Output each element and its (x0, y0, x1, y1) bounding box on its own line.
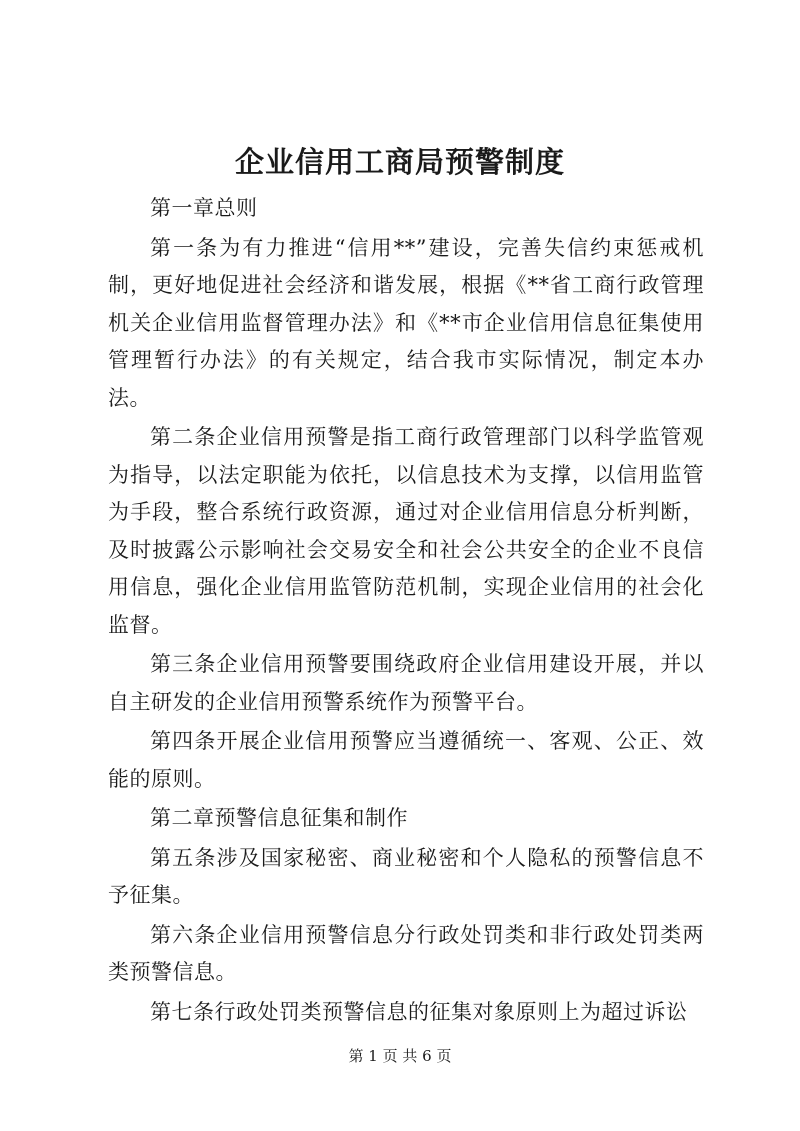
article-7: 第七条行政处罚类预警信息的征集对象原则上为超过诉讼 (150, 999, 688, 1024)
article-1: 第一条为有力推进“信用**”建设，完善失信约束惩戒机制，更好地促进社会经济和谐发展，根据《**省工商行政管理机关企业信用监督管理办法》和《**市企业信用信息征集使用管理暂行办法》的有关规定，结合我市实际情况，制定本办法。 (108, 235, 704, 410)
article-4: 第四条开展企业信用预警应当遵循统一、客观、公正、效能的原则。 (108, 729, 704, 791)
article-2: 第二条企业信用预警是指工商行政管理部门以科学监管观为指导，以法定职能为依托，以信息技术为支撑，以信用监管为手段，整合系统行政资源，通过对企业信用信息分析判断，及时披露公示影响社会交易安全和社会公共安全的企业不良信用信息，强化企业信用监管防范机制，实现企业信用的社会化监督。 (108, 425, 704, 637)
article-3: 第三条企业信用预警要围绕政府企业信用建设开展，并以自主研发的企业信用预警系统作为预警平台。 (108, 652, 704, 714)
document-body (108, 190, 704, 1033)
chapter-heading-1: 第一章总则 (150, 196, 258, 220)
chapter-heading-2: 第二章预警信息征集和制作 (150, 806, 408, 830)
page-footer: 第 1 页 共 6 页 (348, 1047, 452, 1065)
article-6: 第六条企业信用预警信息分行政处罚类和非行政处罚类两类预警信息。 (108, 922, 704, 984)
page-title: 企业信用工商局预警制度 (234, 145, 565, 179)
article-5: 第五条涉及国家秘密、商业秘密和个人隐私的预警信息不予征集。 (108, 845, 704, 907)
